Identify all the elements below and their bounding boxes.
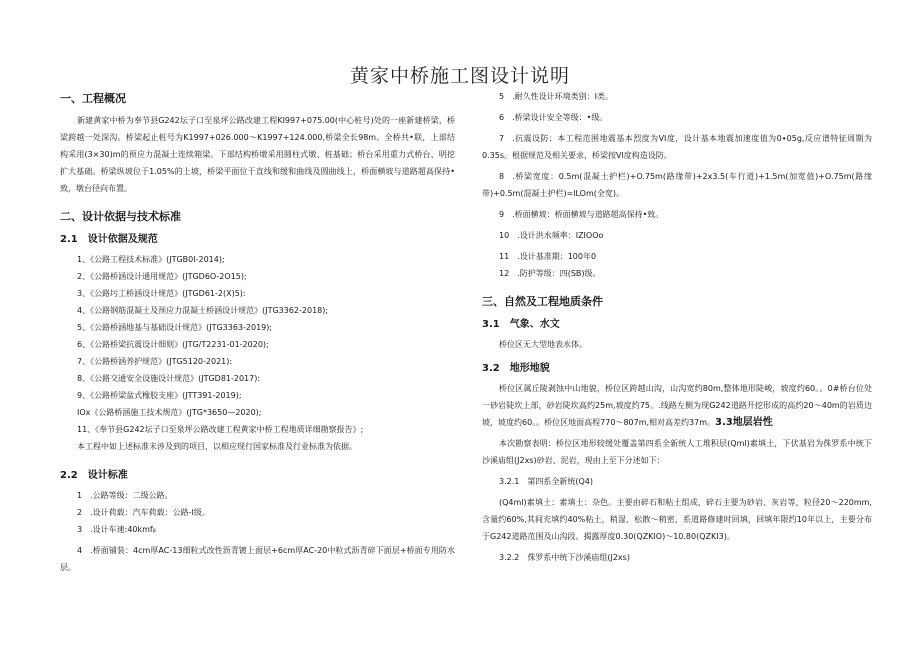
left-column — [60, 88, 455, 576]
standard-item-1: 1 .公路等级：二级公路。 — [77, 491, 173, 500]
section-2-1-heading: 2.1 设计依据及规范 — [60, 234, 158, 245]
section-3-heading: 三、自然及工程地质条件 — [482, 295, 603, 308]
section-3-3-paragraph: 本次勘察表明：桥位区地形较缓处覆盖第四系全新统人工堆积层(Qml)素填土，下伏基岩为侏罗系中统下沙溪庙组(J2xs)砂岩、泥岩，现由上至下分述如下： — [482, 439, 872, 465]
reference-item: 2、《公路桥涵设计通用规范》(JTGD6O-2O15); — [77, 272, 247, 281]
section-3-2-1-paragraph: (Q4ml)素填土：素填土：杂色。主要由碎石和粘土组成，碎石主要为砂岩、灰岩等，粒径20～220mm,含量约60%,其间充填约40%粘土，稍湿，松散～稍密，系道路修建时回填，回填年限约10年以上，主要分布于G242道路范围及山沟段。揭露厚度0.30(QZKIO)～10.80(QZKI3)。 — [482, 498, 872, 541]
reference-item: 7、《公路桥涵养护规范》(JTG5120-2021): — [77, 357, 233, 366]
section-1-heading: 一、工程概况 — [60, 92, 126, 105]
reference-item: 9、《公路桥梁盆式橡胶支座》(JTT391-2019); — [77, 391, 242, 400]
section-3-2-1-heading: 3.2.1 第四系全新统(Q4) — [499, 477, 593, 486]
standard-item-12: 12 .防护等级：四(SB)级。 — [499, 269, 601, 278]
section-2-2-heading: 2.2 设计标准 — [60, 470, 128, 481]
standard-item-3: 3 .设计车速:40kmfᵦ — [77, 525, 156, 534]
standard-item-4: 4 .桥面铺装：4cm厚AC-13细粒式改性沥青镀上面层+6cm厚AC-20中粒式沥青碎下面层+桥面专用防水层。 — [60, 546, 455, 572]
page-title: 黄家中桥施工图设计说明 — [349, 65, 570, 87]
section-3-3-heading: 3.3地层岩性 — [715, 417, 773, 428]
reference-note: 本工程中如上述标准未涉及到的项目，以相应现行国家标准及行业标准为依据。 — [77, 442, 357, 451]
section-3-2-text: 桥位区属丘陵剥蚀中山地貌，桥位区跨越山沟，山沟宽约80m,整体地形陡峻，坡度约60。。0#桥台位处一砂岩陡坎上部，砂岩陡坎高约25m,坡度约75。.线路左侧为现G242道路开挖形成的高约20～40m的岩质边坡，坡度约60。。桥位区地面高程770～807m,相对高差约37m。 — [482, 384, 872, 427]
section-3-1-paragraph: 桥位区无大型地表水体。 — [499, 340, 587, 349]
reference-list — [60, 251, 455, 438]
reference-item: 5、《公路桥涵地基与基础设计规范》(JTG3363-2019); — [77, 323, 273, 332]
section-1-paragraph: 新建黄家中桥为奉节县G242坛子口至泉坪公路改建工程KI997+075.00(中心桩号)处的一座新建桥梁，桥梁跨越一处深沟。桥梁起止桩号为K1997+026.000～K1997+124.000,桥梁全长98m。全桥共•联，上部结构采用(3×30)m的预应力混凝土连续箱梁。下部结构桥墩采用圆柱式墩、桩基础；桥台采用重力式桥台、明挖扩大基础。桥梁纵坡位于1.05%的上坡，桥梁平面位于直线和缓和曲线及圆曲线上，桥面横坡与道路超高保持•致，墩台径向布置。 — [60, 116, 455, 193]
reference-item: 1、《公路工程技术标准》(JTGB0I-2014); — [77, 255, 225, 264]
standard-item-5: 5 .耐久性设计环境类别：I类。 — [499, 92, 613, 101]
reference-item: 4、《公路钢筋混凝土及预应力混凝土桥涵设计规范》(JTG3362-2018); — [77, 306, 329, 315]
section-3-2-paragraph — [482, 380, 872, 431]
standard-item-9: 9 .桥面横坡：桥面横坡与道路超高保持•致。 — [499, 210, 664, 219]
standard-item-6: 6 .桥梁设计安全等级：•级。 — [499, 113, 608, 122]
reference-item: 3、《公路圬工桥涵设计规范》(JTGD61-2(X)5): — [77, 289, 246, 298]
reference-item: IOx《公路桥涵施工技术规范》(JTG*3650—2020); — [77, 408, 262, 417]
reference-item: 8、《公路交通安全设施设计规范》(JTGD81-2017): — [77, 374, 261, 383]
section-3-1-heading: 3.1 气象、水文 — [482, 319, 560, 330]
standard-item-11: 11 .设计基准期：100年0 — [499, 252, 597, 261]
section-2-heading: 二、设计依据与技术标准 — [60, 210, 181, 223]
right-column — [482, 88, 872, 566]
reference-item: 11、《奉节县G242坛子口至泉坪公路改建工程黄家中桥工程地质详细勘察报告》; — [77, 425, 364, 434]
standard-item-7: 7 .抗震设防：本工程范围地震基本烈度为VI度，设计基本地震加速度值为0∙05g,反应谱特征周期为0.35s。根据规范及相关要求，桥梁按VI度构造设防。 — [482, 134, 872, 160]
standard-item-10: 10 .设计洪水频率：IZIOOo — [499, 231, 604, 240]
standard-item-2: 2 .设计荷载：汽车荷载：公路-I级。 — [77, 508, 210, 517]
standard-item-8: 8 .桥梁宽度：0.5m(混凝土护栏)+O.75m(路缘带)+2x3.5(车行道)+1.5m(加宽值)+O.75m(路缘带)+0.5m(混凝土护栏)=lLOm(全宽)。 — [482, 172, 872, 198]
section-3-2-2-heading: 3.2.2 侏罗系中统下沙溪庙组(J2xs) — [499, 553, 630, 562]
reference-item: 6、《公路桥梁抗震设计细则》(JTG/T2231-01-2020); — [77, 340, 269, 349]
section-3-2-heading: 3.2 地形地貌 — [482, 363, 550, 374]
